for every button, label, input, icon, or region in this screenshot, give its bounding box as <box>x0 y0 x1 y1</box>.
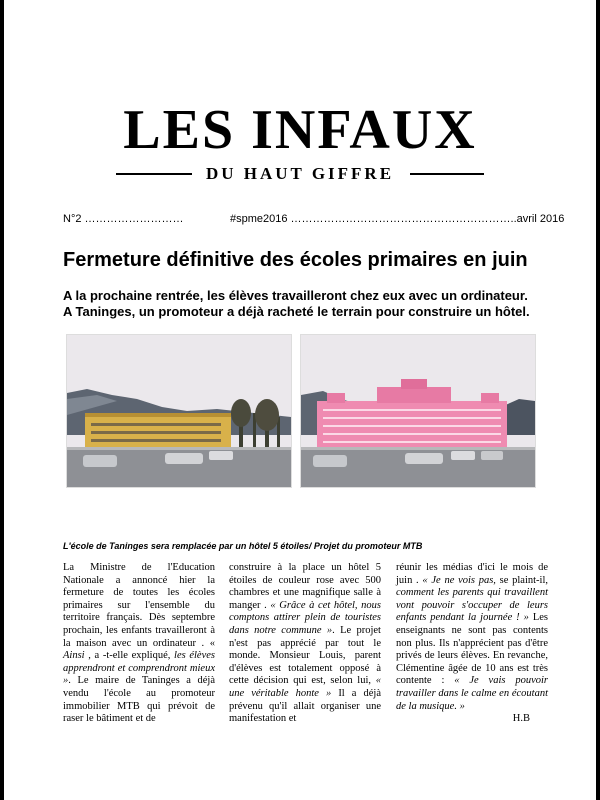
text-run: réunir les médias d'ici le mois de juin . <box>396 562 548 586</box>
text-run: , a -t-elle expliqué, <box>84 650 175 662</box>
photo-hotel <box>301 335 535 487</box>
quote-run: « Je ne vois pas, <box>422 574 496 586</box>
column-3-text <box>396 562 548 726</box>
quote-run: « Grâce à cet hôtel, nous comptons attirer plein de touristes dans notre commune » <box>229 599 381 636</box>
column-2-text <box>229 562 381 726</box>
text-run: Il a déjà prévenu qu'il allait organiser une manifestation et <box>229 687 381 725</box>
author-signature: H.B <box>512 713 530 725</box>
lead-line-1: A la prochaine rentrée, les élèves travailleront chez eux avec un ordinateur. <box>63 288 528 303</box>
hotel-illustration <box>301 335 535 487</box>
newspaper-subtitle: DU HAUT GIFFRE <box>205 164 395 183</box>
text-run: . Le maire de Taninges a déjà vendu l'école au promoteur immobilier MTB qui prévoit de raser le bâtiment et de <box>63 675 215 725</box>
issue-number: N°2 ……………………… <box>63 213 184 225</box>
photo-caption: L'école de Taninges sera remplacée par un hôtel 5 étoiles/ Projet du promoteur MTB <box>63 541 423 551</box>
text-run: . Le projet n'est pas apprécié par tout le monde. Monsieur Louis, parent d'élèves est totalement opposé à cette décision qui est, selon lui, <box>229 624 381 687</box>
text-run: construire à la place un hôtel 5 étoiles de couleur rose avec 500 chambres et une magnifique salle à manger . <box>229 562 381 611</box>
article-column-2 <box>229 562 381 726</box>
text-run: La Ministre de l'Education Nationale a annoncé hier la fermeture de toutes les écoles primaires sur l'ensemble du territoire français. Dès septembre prochain, les enfants travailleront à la maison avec un ordinateur . « <box>63 562 215 649</box>
photo-school <box>67 335 291 487</box>
text-run: Les enseignants ne sont pas contents non plus. Ils n'apprécient pas d'être privés de leurs élèves. En revanche, Clémentine âgée de 10 ans est très contente : <box>396 612 548 687</box>
lead-line-2: A Taninges, un promoteur a déjà racheté le terrain pour construire un hôtel. <box>63 304 530 319</box>
article-column-3 <box>396 562 548 726</box>
article-headline: Fermeture définitive des écoles primaires en juin <box>63 249 528 271</box>
text-run: se plaint-il, <box>495 574 549 586</box>
article-lead <box>63 288 583 320</box>
quote-run: « une véritable honte » <box>229 675 381 699</box>
column-1-text <box>63 562 215 726</box>
newspaper-title: LES INFAUX <box>123 99 477 161</box>
school-illustration <box>67 335 291 487</box>
issue-tag-date: #spme2016 ……………………………………………………..avril 2016 <box>230 213 565 225</box>
newspaper-page <box>4 0 596 800</box>
quote-run: comment les parents qui travaillent vont pouvoir s'occuper de leurs enfants pendant la journée ! » <box>396 587 548 624</box>
article-column-1 <box>63 562 215 726</box>
quote-run: Ainsi <box>63 650 85 662</box>
quote-run: les élèves apprendront et comprendront mieux » <box>63 650 215 687</box>
masthead <box>4 99 596 183</box>
divider-right <box>410 173 484 175</box>
divider-left <box>116 173 192 175</box>
masthead-subtitle-row <box>4 162 596 186</box>
quote-run: « Je vais pouvoir travailler dans le calme en écoutant de la musique. » <box>396 675 548 712</box>
